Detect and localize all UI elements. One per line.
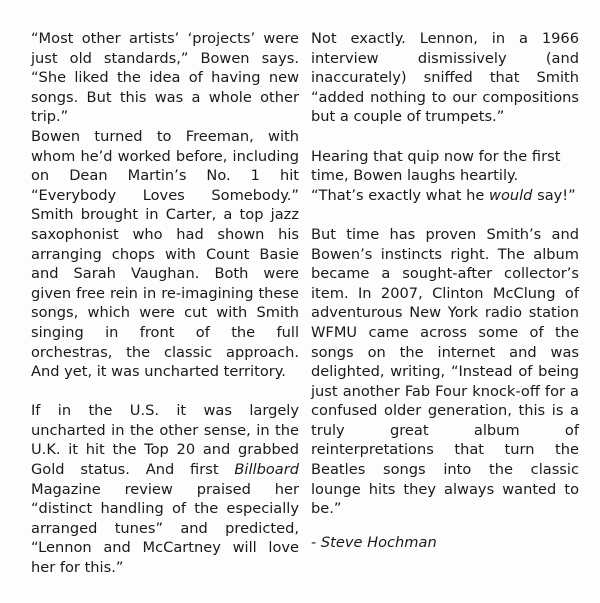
author-signature: - Steve Hochman xyxy=(311,533,437,551)
quote-paragraph: “Most other artists’ ‘projects’ were just old standards,” Bowen says. “She liked the idea of having new songs. But this was a whole other trip.” xyxy=(31,30,299,126)
bowen-laughs-paragraph: Hearing that quip now for the first time, Bowen laughs heartily. xyxy=(311,147,561,185)
uk-chart-text-start: If in the U.S. it was largely uncharted in the other sense, in the U.K. it hit the Top 20 and grabbed Gold status. And first xyxy=(31,402,299,479)
lennon-paragraph: Not exactly. Lennon, in a 1966 interview dismissively (and inaccurately) sniffed that Smith “added nothing to our compositions but a couple of trumpets.” xyxy=(311,30,579,126)
paragraph-spacer xyxy=(311,127,579,147)
would-emphasis: would xyxy=(489,186,533,204)
wfmu-paragraph: But time has proven Smith’s and Bowen’s instincts right. The album became a sought-after collector’s item. In 2007, Clinton McClung of adventurous New York radio station WFMU came across some of the songs on the internet and was delighted, writing, “Instead of being just another Fab Four knock-off for a confused older generation, this is a truly great album of reinterpretations that turn the Beatles songs into the classic lounge hits they always wanted to be.” xyxy=(311,225,579,518)
right-column xyxy=(311,29,579,552)
uk-chart-text-end: Magazine review praised her “distinct handling of the especially arranged tunes” and predicted, “Lennon and McCartney will love her for this.” xyxy=(31,480,299,577)
freeman-carter-paragraph: Bowen turned to Freeman, with whom he’d worked before, including on Dean Martin’s No. 1 hit “Everybody Loves Somebody.” Smith brought in Carter, a top jazz saxophonist who had shown his arranging chops with Count Basie and Sarah Vaughan. Both were given free rein in re-imagining these songs, which were cut with Smith singing in front of the full orchestras, the classic approach. And yet, it was uncharted territory. xyxy=(31,127,299,381)
uk-chart-paragraph xyxy=(31,401,299,577)
paragraph-spacer xyxy=(311,205,579,225)
bowen-quote-start: “That’s exactly what he xyxy=(311,186,490,204)
billboard-title: Billboard xyxy=(234,461,299,479)
signature-spacer xyxy=(311,519,579,533)
bowen-quote-end: say!” xyxy=(532,186,576,204)
paragraph-spacer xyxy=(31,382,299,402)
bowen-quote-line xyxy=(311,186,579,206)
left-column xyxy=(31,29,299,578)
